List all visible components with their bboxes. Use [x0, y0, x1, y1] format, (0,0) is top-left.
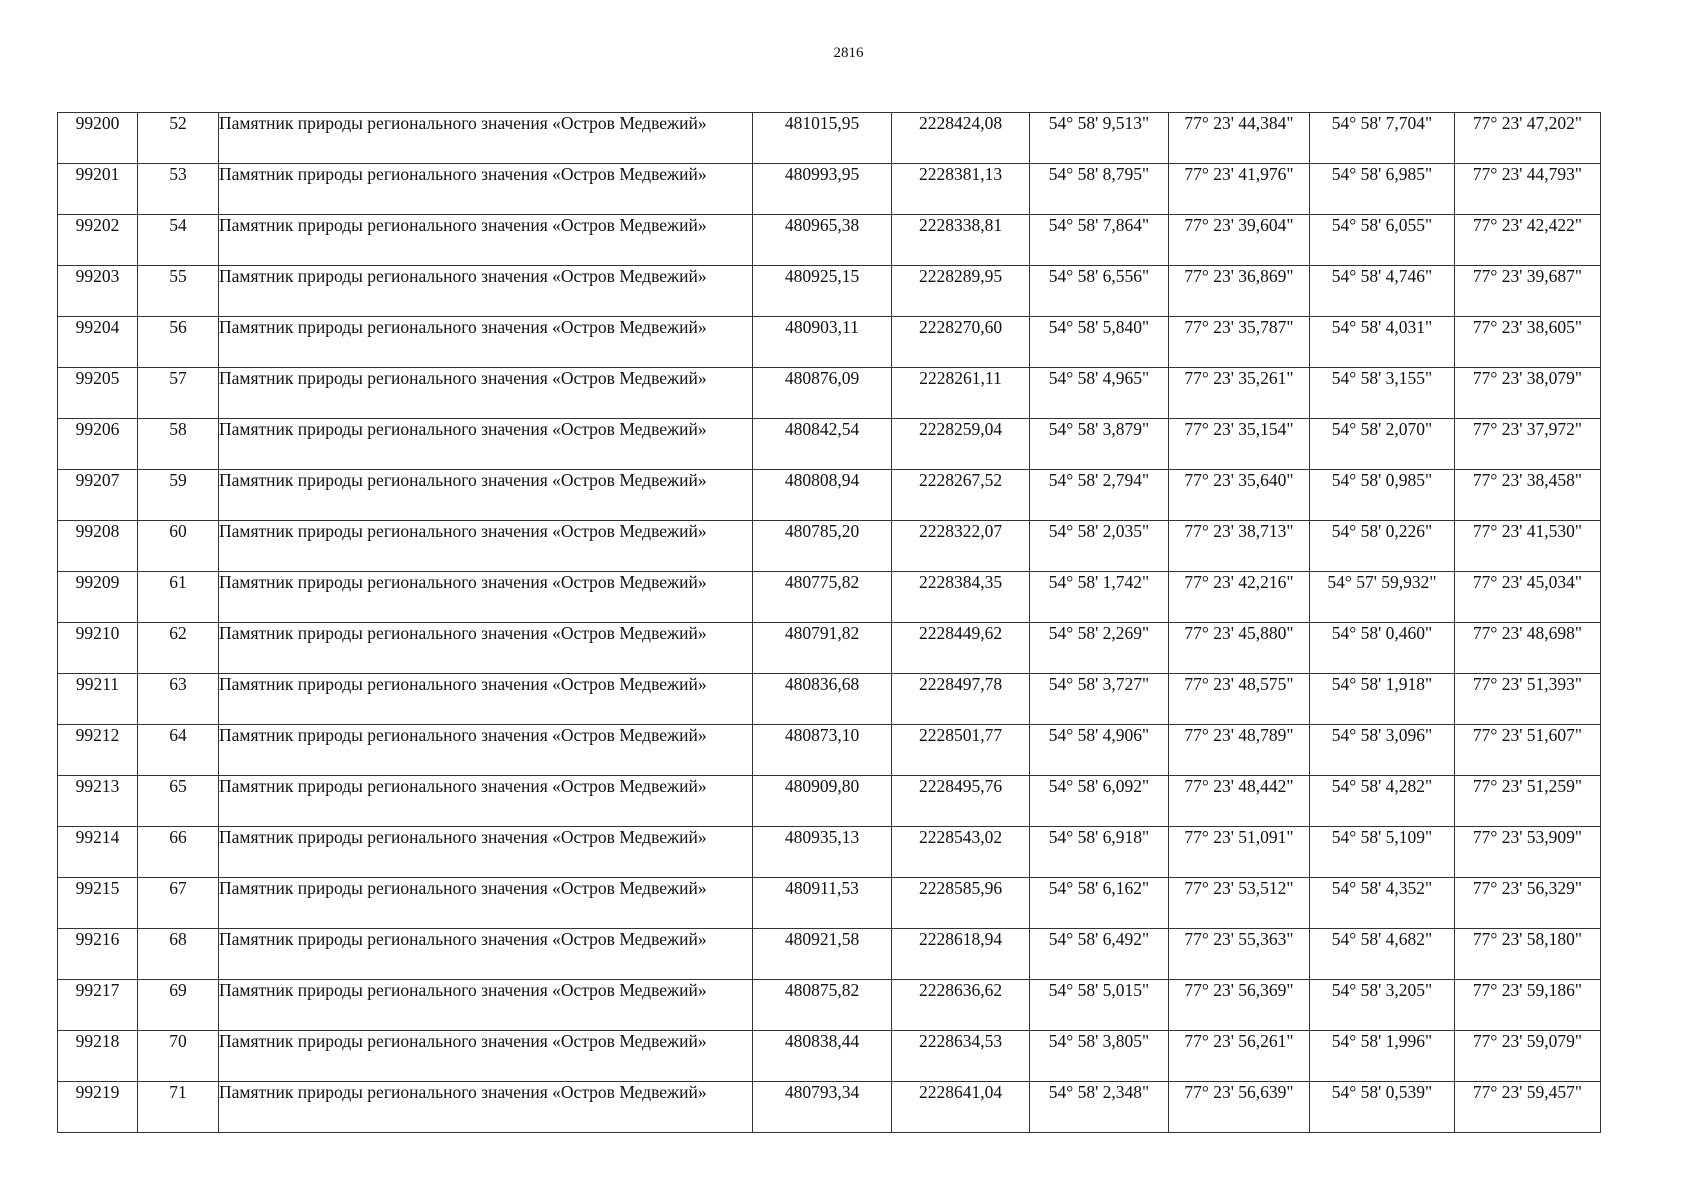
record-number-cell: 99208: [58, 521, 138, 572]
longitude-cell: 77° 23' 56,261": [1169, 1031, 1310, 1082]
point-number-cell: 68: [138, 929, 219, 980]
longitude-cell: 77° 23' 35,640": [1169, 470, 1310, 521]
x-coordinate-cell: 480876,09: [753, 368, 892, 419]
longitude-cell: 77° 23' 56,639": [1169, 1082, 1310, 1133]
table-row: [58, 776, 1601, 827]
table-row: [58, 929, 1601, 980]
point-number-cell: 71: [138, 1082, 219, 1133]
x-coordinate-cell: 480808,94: [753, 470, 892, 521]
longitude-cell: 77° 23' 35,787": [1169, 317, 1310, 368]
point-number-cell: 58: [138, 419, 219, 470]
record-number-cell: 99211: [58, 674, 138, 725]
object-name-cell: Памятник природы регионального значения «Остров Медвежий»: [219, 266, 753, 317]
latitude-alt-cell: 54° 58' 0,985": [1310, 470, 1455, 521]
record-number-cell: 99204: [58, 317, 138, 368]
x-coordinate-cell: 480935,13: [753, 827, 892, 878]
object-name-cell: Памятник природы регионального значения «Остров Медвежий»: [219, 623, 753, 674]
latitude-cell: 54° 58' 3,805": [1030, 1031, 1169, 1082]
object-name-cell: Памятник природы регионального значения «Остров Медвежий»: [219, 419, 753, 470]
y-coordinate-cell: 2228495,76: [892, 776, 1030, 827]
coordinates-table: [57, 112, 1601, 1133]
x-coordinate-cell: 480873,10: [753, 725, 892, 776]
longitude-alt-cell: 77° 23' 38,079": [1455, 368, 1601, 419]
x-coordinate-cell: 480838,44: [753, 1031, 892, 1082]
longitude-cell: 77° 23' 53,512": [1169, 878, 1310, 929]
table-row: [58, 113, 1601, 164]
record-number-cell: 99202: [58, 215, 138, 266]
x-coordinate-cell: 481015,95: [753, 113, 892, 164]
record-number-cell: 99206: [58, 419, 138, 470]
longitude-cell: 77° 23' 55,363": [1169, 929, 1310, 980]
longitude-cell: 77° 23' 35,261": [1169, 368, 1310, 419]
y-coordinate-cell: 2228384,35: [892, 572, 1030, 623]
y-coordinate-cell: 2228449,62: [892, 623, 1030, 674]
record-number-cell: 99212: [58, 725, 138, 776]
longitude-cell: 77° 23' 35,154": [1169, 419, 1310, 470]
latitude-cell: 54° 58' 6,918": [1030, 827, 1169, 878]
latitude-cell: 54° 58' 2,794": [1030, 470, 1169, 521]
object-name-cell: Памятник природы регионального значения «Остров Медвежий»: [219, 1031, 753, 1082]
longitude-alt-cell: 77° 23' 37,972": [1455, 419, 1601, 470]
y-coordinate-cell: 2228424,08: [892, 113, 1030, 164]
latitude-alt-cell: 54° 58' 3,096": [1310, 725, 1455, 776]
record-number-cell: 99217: [58, 980, 138, 1031]
y-coordinate-cell: 2228267,52: [892, 470, 1030, 521]
point-number-cell: 59: [138, 470, 219, 521]
object-name-cell: Памятник природы регионального значения «Остров Медвежий»: [219, 1082, 753, 1133]
latitude-cell: 54° 58' 9,513": [1030, 113, 1169, 164]
point-number-cell: 67: [138, 878, 219, 929]
table-row: [58, 878, 1601, 929]
y-coordinate-cell: 2228543,02: [892, 827, 1030, 878]
table-row: [58, 164, 1601, 215]
latitude-cell: 54° 58' 3,879": [1030, 419, 1169, 470]
longitude-alt-cell: 77° 23' 39,687": [1455, 266, 1601, 317]
record-number-cell: 99209: [58, 572, 138, 623]
table-row: [58, 317, 1601, 368]
latitude-cell: 54° 58' 1,742": [1030, 572, 1169, 623]
record-number-cell: 99207: [58, 470, 138, 521]
point-number-cell: 56: [138, 317, 219, 368]
record-number-cell: 99215: [58, 878, 138, 929]
latitude-cell: 54° 58' 4,965": [1030, 368, 1169, 419]
object-name-cell: Памятник природы регионального значения «Остров Медвежий»: [219, 113, 753, 164]
latitude-cell: 54° 58' 6,092": [1030, 776, 1169, 827]
latitude-alt-cell: 54° 58' 3,155": [1310, 368, 1455, 419]
longitude-cell: 77° 23' 36,869": [1169, 266, 1310, 317]
x-coordinate-cell: 480903,11: [753, 317, 892, 368]
object-name-cell: Памятник природы регионального значения «Остров Медвежий»: [219, 470, 753, 521]
table-row: [58, 215, 1601, 266]
x-coordinate-cell: 480775,82: [753, 572, 892, 623]
x-coordinate-cell: 480925,15: [753, 266, 892, 317]
table-row: [58, 266, 1601, 317]
record-number-cell: 99216: [58, 929, 138, 980]
latitude-cell: 54° 58' 6,162": [1030, 878, 1169, 929]
longitude-alt-cell: 77° 23' 41,530": [1455, 521, 1601, 572]
point-number-cell: 63: [138, 674, 219, 725]
longitude-alt-cell: 77° 23' 42,422": [1455, 215, 1601, 266]
latitude-alt-cell: 54° 58' 2,070": [1310, 419, 1455, 470]
latitude-alt-cell: 54° 58' 3,205": [1310, 980, 1455, 1031]
latitude-alt-cell: 54° 58' 0,539": [1310, 1082, 1455, 1133]
latitude-alt-cell: 54° 58' 4,282": [1310, 776, 1455, 827]
record-number-cell: 99219: [58, 1082, 138, 1133]
latitude-alt-cell: 54° 58' 7,704": [1310, 113, 1455, 164]
latitude-cell: 54° 58' 2,348": [1030, 1082, 1169, 1133]
point-number-cell: 69: [138, 980, 219, 1031]
longitude-cell: 77° 23' 38,713": [1169, 521, 1310, 572]
latitude-alt-cell: 54° 58' 5,109": [1310, 827, 1455, 878]
object-name-cell: Памятник природы регионального значения «Остров Медвежий»: [219, 572, 753, 623]
y-coordinate-cell: 2228634,53: [892, 1031, 1030, 1082]
latitude-alt-cell: 54° 58' 0,460": [1310, 623, 1455, 674]
latitude-alt-cell: 54° 57' 59,932": [1310, 572, 1455, 623]
object-name-cell: Памятник природы регионального значения «Остров Медвежий»: [219, 317, 753, 368]
longitude-alt-cell: 77° 23' 59,186": [1455, 980, 1601, 1031]
record-number-cell: 99213: [58, 776, 138, 827]
table-row: [58, 521, 1601, 572]
object-name-cell: Памятник природы регионального значения «Остров Медвежий»: [219, 929, 753, 980]
y-coordinate-cell: 2228381,13: [892, 164, 1030, 215]
table-row: [58, 572, 1601, 623]
longitude-cell: 77° 23' 44,384": [1169, 113, 1310, 164]
object-name-cell: Памятник природы регионального значения «Остров Медвежий»: [219, 776, 753, 827]
table-row: [58, 470, 1601, 521]
object-name-cell: Памятник природы регионального значения «Остров Медвежий»: [219, 215, 753, 266]
x-coordinate-cell: 480993,95: [753, 164, 892, 215]
object-name-cell: Памятник природы регионального значения «Остров Медвежий»: [219, 674, 753, 725]
longitude-alt-cell: 77° 23' 44,793": [1455, 164, 1601, 215]
table-row: [58, 980, 1601, 1031]
latitude-cell: 54° 58' 2,035": [1030, 521, 1169, 572]
x-coordinate-cell: 480785,20: [753, 521, 892, 572]
table-row: [58, 1082, 1601, 1133]
record-number-cell: 99205: [58, 368, 138, 419]
longitude-alt-cell: 77° 23' 58,180": [1455, 929, 1601, 980]
latitude-cell: 54° 58' 6,556": [1030, 266, 1169, 317]
y-coordinate-cell: 2228289,95: [892, 266, 1030, 317]
point-number-cell: 57: [138, 368, 219, 419]
x-coordinate-cell: 480875,82: [753, 980, 892, 1031]
y-coordinate-cell: 2228322,07: [892, 521, 1030, 572]
latitude-alt-cell: 54° 58' 4,682": [1310, 929, 1455, 980]
table-row: [58, 827, 1601, 878]
longitude-cell: 77° 23' 39,604": [1169, 215, 1310, 266]
point-number-cell: 66: [138, 827, 219, 878]
point-number-cell: 52: [138, 113, 219, 164]
longitude-cell: 77° 23' 48,442": [1169, 776, 1310, 827]
y-coordinate-cell: 2228497,78: [892, 674, 1030, 725]
latitude-alt-cell: 54° 58' 4,746": [1310, 266, 1455, 317]
longitude-alt-cell: 77° 23' 47,202": [1455, 113, 1601, 164]
point-number-cell: 64: [138, 725, 219, 776]
table-row: [58, 674, 1601, 725]
object-name-cell: Памятник природы регионального значения «Остров Медвежий»: [219, 725, 753, 776]
point-number-cell: 54: [138, 215, 219, 266]
y-coordinate-cell: 2228338,81: [892, 215, 1030, 266]
x-coordinate-cell: 480793,34: [753, 1082, 892, 1133]
x-coordinate-cell: 480836,68: [753, 674, 892, 725]
table-body: [58, 113, 1601, 1133]
record-number-cell: 99200: [58, 113, 138, 164]
x-coordinate-cell: 480921,58: [753, 929, 892, 980]
y-coordinate-cell: 2228259,04: [892, 419, 1030, 470]
longitude-cell: 77° 23' 51,091": [1169, 827, 1310, 878]
y-coordinate-cell: 2228261,11: [892, 368, 1030, 419]
y-coordinate-cell: 2228641,04: [892, 1082, 1030, 1133]
y-coordinate-cell: 2228270,60: [892, 317, 1030, 368]
latitude-alt-cell: 54° 58' 4,352": [1310, 878, 1455, 929]
longitude-cell: 77° 23' 56,369": [1169, 980, 1310, 1031]
record-number-cell: 99214: [58, 827, 138, 878]
longitude-cell: 77° 23' 42,216": [1169, 572, 1310, 623]
table-row: [58, 623, 1601, 674]
y-coordinate-cell: 2228501,77: [892, 725, 1030, 776]
point-number-cell: 65: [138, 776, 219, 827]
point-number-cell: 53: [138, 164, 219, 215]
table-row: [58, 368, 1601, 419]
point-number-cell: 62: [138, 623, 219, 674]
page-number: 2816: [833, 45, 864, 61]
latitude-cell: 54° 58' 5,015": [1030, 980, 1169, 1031]
x-coordinate-cell: 480842,54: [753, 419, 892, 470]
longitude-cell: 77° 23' 48,789": [1169, 725, 1310, 776]
x-coordinate-cell: 480791,82: [753, 623, 892, 674]
object-name-cell: Памятник природы регионального значения «Остров Медвежий»: [219, 164, 753, 215]
table-row: [58, 725, 1601, 776]
latitude-cell: 54° 58' 4,906": [1030, 725, 1169, 776]
latitude-alt-cell: 54° 58' 1,918": [1310, 674, 1455, 725]
longitude-alt-cell: 77° 23' 51,259": [1455, 776, 1601, 827]
latitude-cell: 54° 58' 7,864": [1030, 215, 1169, 266]
object-name-cell: Памятник природы регионального значения «Остров Медвежий»: [219, 827, 753, 878]
x-coordinate-cell: 480909,80: [753, 776, 892, 827]
longitude-alt-cell: 77° 23' 45,034": [1455, 572, 1601, 623]
longitude-alt-cell: 77° 23' 53,909": [1455, 827, 1601, 878]
latitude-cell: 54° 58' 5,840": [1030, 317, 1169, 368]
latitude-alt-cell: 54° 58' 4,031": [1310, 317, 1455, 368]
point-number-cell: 60: [138, 521, 219, 572]
y-coordinate-cell: 2228618,94: [892, 929, 1030, 980]
longitude-alt-cell: 77° 23' 56,329": [1455, 878, 1601, 929]
point-number-cell: 61: [138, 572, 219, 623]
longitude-cell: 77° 23' 41,976": [1169, 164, 1310, 215]
object-name-cell: Памятник природы регионального значения «Остров Медвежий»: [219, 521, 753, 572]
latitude-cell: 54° 58' 6,492": [1030, 929, 1169, 980]
latitude-cell: 54° 58' 3,727": [1030, 674, 1169, 725]
y-coordinate-cell: 2228585,96: [892, 878, 1030, 929]
table-row: [58, 419, 1601, 470]
latitude-cell: 54° 58' 8,795": [1030, 164, 1169, 215]
object-name-cell: Памятник природы регионального значения «Остров Медвежий»: [219, 980, 753, 1031]
latitude-alt-cell: 54° 58' 0,226": [1310, 521, 1455, 572]
record-number-cell: 99218: [58, 1031, 138, 1082]
longitude-alt-cell: 77° 23' 38,458": [1455, 470, 1601, 521]
longitude-alt-cell: 77° 23' 48,698": [1455, 623, 1601, 674]
latitude-cell: 54° 58' 2,269": [1030, 623, 1169, 674]
longitude-alt-cell: 77° 23' 59,079": [1455, 1031, 1601, 1082]
longitude-alt-cell: 77° 23' 59,457": [1455, 1082, 1601, 1133]
table-row: [58, 1031, 1601, 1082]
y-coordinate-cell: 2228636,62: [892, 980, 1030, 1031]
latitude-alt-cell: 54° 58' 1,996": [1310, 1031, 1455, 1082]
longitude-cell: 77° 23' 45,880": [1169, 623, 1310, 674]
longitude-alt-cell: 77° 23' 51,607": [1455, 725, 1601, 776]
point-number-cell: 55: [138, 266, 219, 317]
record-number-cell: 99201: [58, 164, 138, 215]
latitude-alt-cell: 54° 58' 6,985": [1310, 164, 1455, 215]
point-number-cell: 70: [138, 1031, 219, 1082]
object-name-cell: Памятник природы регионального значения «Остров Медвежий»: [219, 878, 753, 929]
record-number-cell: 99203: [58, 266, 138, 317]
longitude-alt-cell: 77° 23' 51,393": [1455, 674, 1601, 725]
latitude-alt-cell: 54° 58' 6,055": [1310, 215, 1455, 266]
x-coordinate-cell: 480965,38: [753, 215, 892, 266]
record-number-cell: 99210: [58, 623, 138, 674]
object-name-cell: Памятник природы регионального значения «Остров Медвежий»: [219, 368, 753, 419]
longitude-cell: 77° 23' 48,575": [1169, 674, 1310, 725]
longitude-alt-cell: 77° 23' 38,605": [1455, 317, 1601, 368]
x-coordinate-cell: 480911,53: [753, 878, 892, 929]
